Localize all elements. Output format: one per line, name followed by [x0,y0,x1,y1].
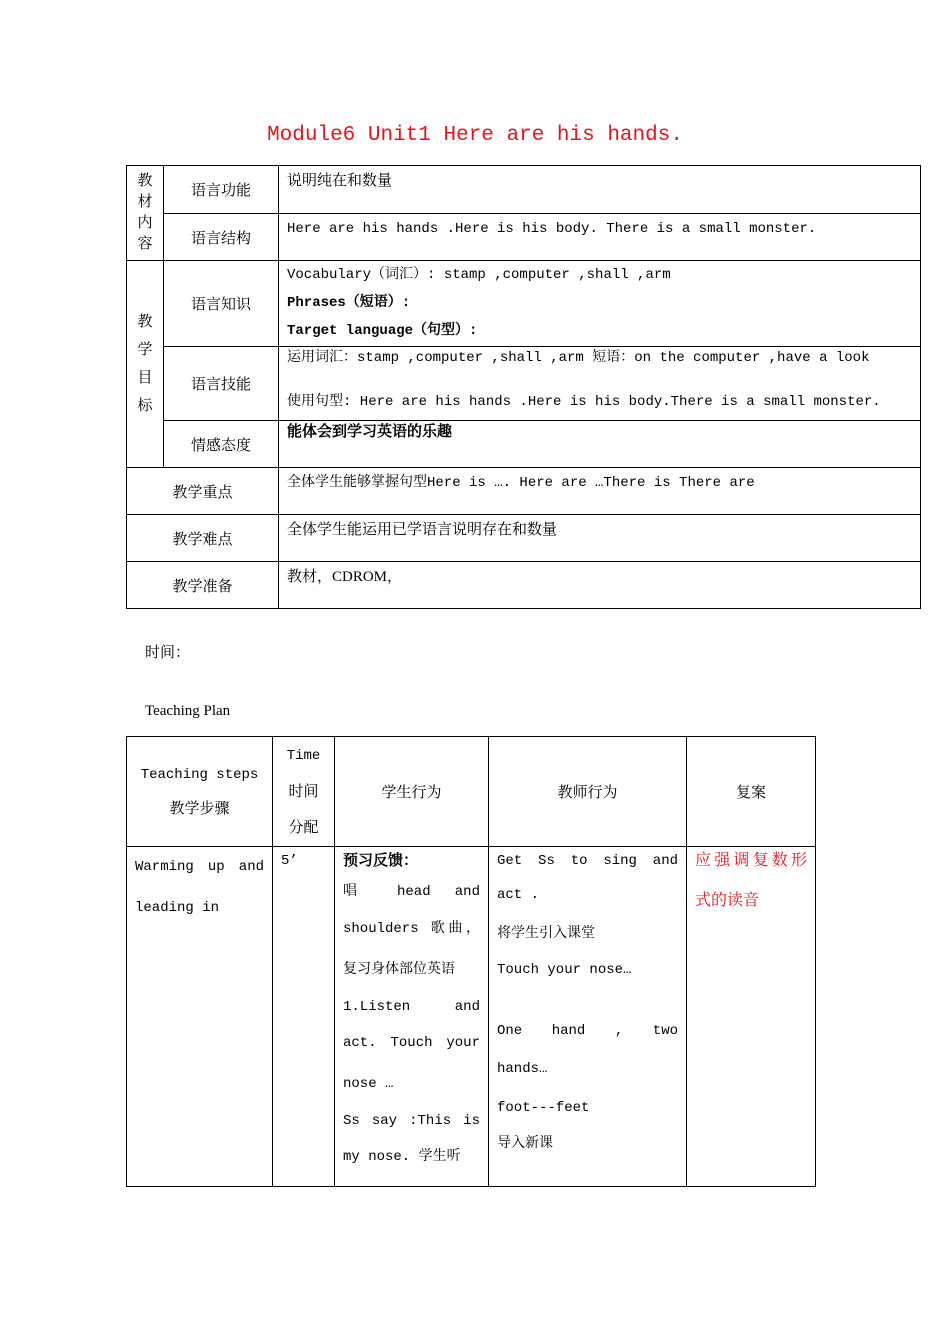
language-structure-value: Here are his hands .Here is his body. There is a small monster. [279,214,921,261]
teacher-behavior: Get Ss to sing and act . 将学生引入课堂 Touch your nose… One hand , two hands… foot---feet 导入新课 [489,847,687,1187]
header-review: 复案 [687,737,816,847]
step-warming-up: Warming up and leading in [127,847,273,1187]
lesson-info-table [126,165,921,609]
material-content-label: 教 材 内 容 [127,166,164,261]
header-teacher-behavior: 教师行为 [489,737,687,847]
language-knowledge-label: 语言知识 [164,261,279,347]
header-student-behavior: 学生行为 [335,737,489,847]
language-function-value: 说明纯在和数量 [279,166,921,214]
time-label: 时间： [145,645,191,661]
step-time: 5’ [273,847,335,1187]
emotion-attitude-value: 能体会到学习英语的乐趣 [279,421,921,468]
teaching-difficulty-label: 教学难点 [127,515,279,562]
language-structure-label: 语言结构 [164,214,279,261]
student-behavior: 预习反馈： 唱 head and shoulders 歌曲， 复习身体部位英语 1.Listen and act. Touch your nose … Ss say :This is my nose. 学生听 [335,847,489,1187]
emotion-attitude-label: 情感态度 [164,421,279,468]
header-time: Time 时间 分配 [273,737,335,847]
teaching-goals-label: 教 学 目 标 [127,261,164,468]
language-function-label: 语言功能 [164,166,279,214]
language-knowledge-value: Vocabulary（词汇）: stamp ,computer ,shall ,arm Phrases（短语）: Target language（句型）: [279,261,921,347]
header-teaching-steps: Teaching steps 教学步骤 [127,737,273,847]
teaching-difficulty-value: 全体学生能运用已学语言说明存在和数量 [279,515,921,562]
teaching-plan-table [126,736,816,1187]
review-note: 应强调复数形 式的读音 [687,847,816,1187]
language-skill-value: 运用词汇：stamp ,computer ,shall ,arm 短语：on the computer ,have a look 使用句型: Here are his hands .Here is his body.There is a small monster. [279,347,921,421]
teaching-plan-label: Teaching Plan [145,703,231,719]
language-skill-label: 语言技能 [164,347,279,421]
teaching-preparation-value: 教材，CDROM， [279,562,921,609]
page-title: Module6 Unit1 Here are his hands. [267,124,683,147]
teaching-focus-label: 教学重点 [127,468,279,515]
teaching-preparation-label: 教学准备 [127,562,279,609]
teaching-focus-value: 全体学生能够掌握句型Here is …. Here are …There is There are [279,468,921,515]
